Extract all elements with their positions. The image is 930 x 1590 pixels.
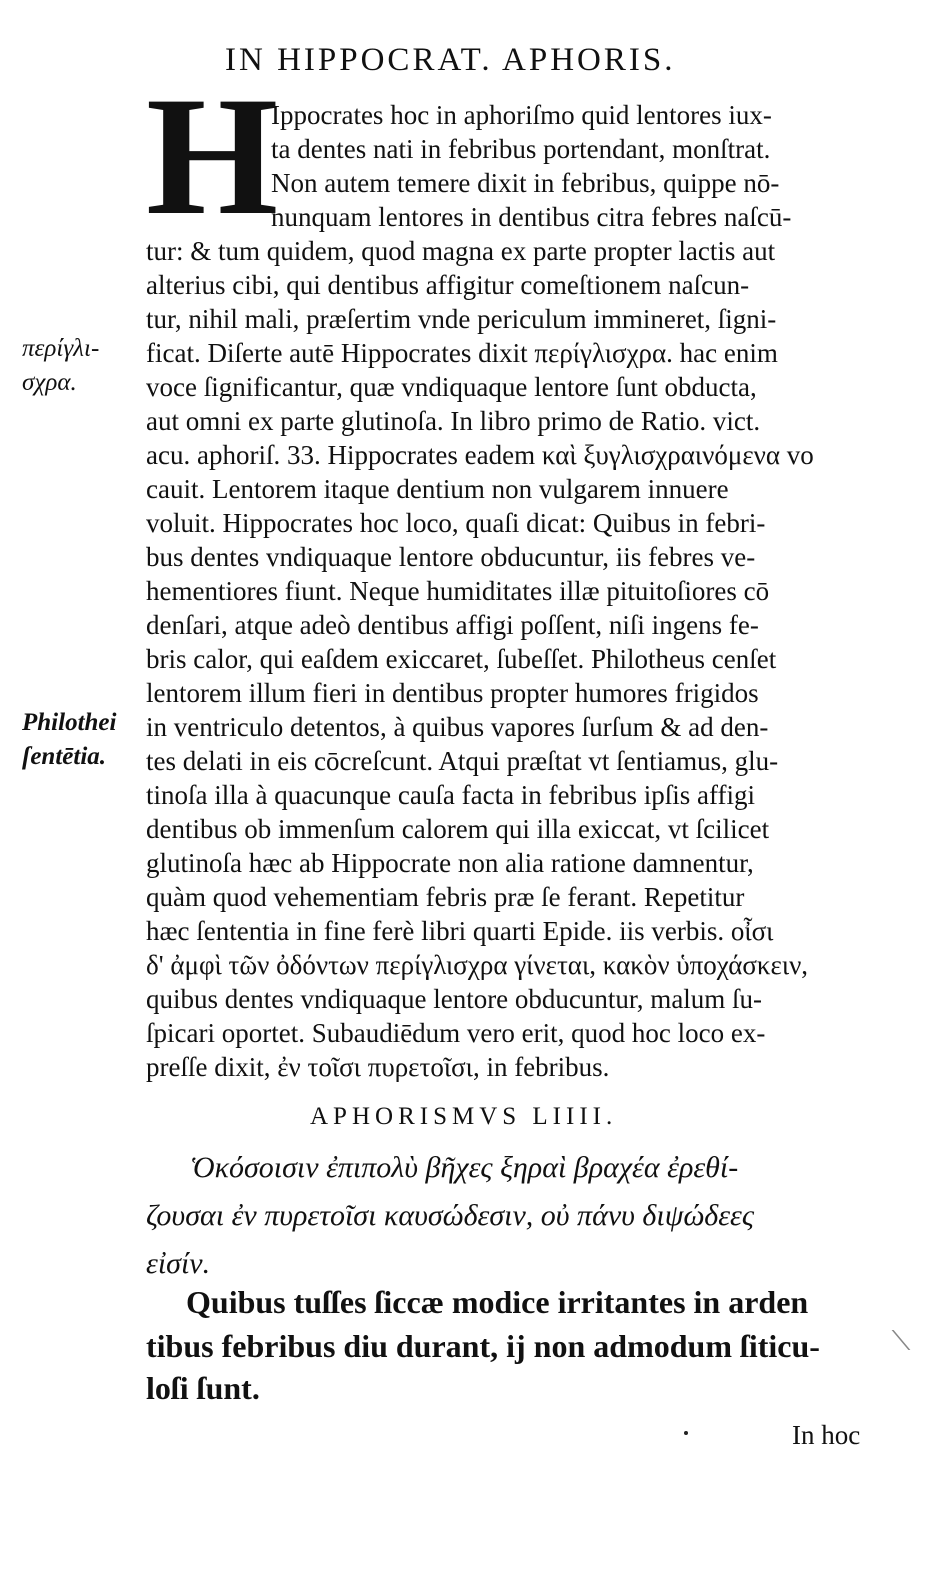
catchword: In hoc [792, 1420, 861, 1450]
commentary-line: Non autem temere dixit in febribus, quippe nō- [271, 168, 780, 198]
commentary-line: voluit. Hippocrates hoc loco, quaſi dicat: Quibus in febri- [146, 508, 766, 538]
commentary-line: ſpicari oportet. Subaudiēdum vero erit, quod hoc loco ex- [146, 1018, 766, 1048]
commentary-line: cauit. Lentorem itaque dentium non vulgarem innuere [146, 474, 729, 504]
aphorism-greek-line: ζουσαι ἐν πυρετοῖσι καυσώδεσιν, οὐ πάνυ διψώδεες [146, 1199, 755, 1232]
aphorism-heading: APHORISMVS LIIII. [310, 1103, 618, 1130]
commentary-line: denſari, atque adeò dentibus affigi poſſent, niſi ingens fe- [146, 610, 759, 640]
commentary-line: aut omni ex parte glutinoſa. In libro primo de Ratio. vict. [146, 406, 761, 436]
commentary-line: nunquam lentores in dentibus citra febres naſcū- [271, 202, 792, 232]
commentary-line: quàm quod vehementiam febris præ ſe ferant. Repetitur [146, 882, 745, 912]
commentary-line: acu. aphoriſ. 33. Hippocrates eadem καὶ ξυγλισχραινόμενα vo [146, 440, 814, 470]
commentary-line: alterius cibi, qui dentibus affigitur comeſtionem naſcun- [146, 270, 750, 300]
aphorism-greek-line: Ὁκόσοισιν ἐπιπολὺ βῆχες ξηραὶ βραχέα ἐρεθί- [190, 1151, 739, 1184]
commentary-line: dentibus ob immenſum calorem qui illa exiccat, vt ſcilicet [146, 814, 770, 844]
aphorism-latin-line: tibus febribus diu durant, ij non admodum ſiticu- [146, 1328, 820, 1364]
commentary-line: in ventriculo detentos, à quibus vapores ſurſum & ad den- [146, 712, 769, 742]
commentary-line: preſſe dixit, ἐν τοῖσι πυρετοῖσι, in febribus. [146, 1052, 610, 1082]
drop-cap: H [146, 62, 275, 250]
commentary-line: bris calor, qui eaſdem exiccaret, ſubeſſet. Philotheus cenſet [146, 644, 777, 674]
commentary-line: lentorem illum fieri in dentibus propter humores frigidos [146, 678, 759, 708]
commentary-line: tur, nihil mali, præſertim vnde periculum immineret, ſigni- [146, 304, 777, 334]
page-edge-mark [892, 1330, 925, 1350]
commentary-line: δ' ἀμφὶ τῶν ὀδόντων περίγλισχρα γίνεται, κακὸν ὑποχάσκειν, [146, 950, 809, 980]
margin-note: ſentētia. [22, 743, 107, 770]
commentary-line: hementiores fiunt. Neque humiditates illæ pituitoſiores cō [146, 576, 770, 606]
commentary-line: hæc ſententia in fine ferè libri quarti Epide. iis verbis. οἶσι [146, 916, 774, 946]
margin-note: σχρα. [22, 369, 77, 396]
commentary-line: bus dentes vndiquaque lentore obducuntur, iis febres ve- [146, 542, 756, 572]
stray-dot [684, 1431, 688, 1435]
running-head: IN HIPPOCRAT. APHORIS. [225, 42, 676, 78]
commentary-line: Ippocrates hoc in aphoriſmo quid lentores iux- [271, 100, 772, 130]
commentary-line: voce ſignificantur, quæ vndiquaque lentore ſunt obducta, [146, 372, 757, 402]
aphorism-latin-line: loſi ſunt. [146, 1370, 260, 1406]
commentary-line: ta dentes nati in febribus portendant, monſtrat. [271, 134, 771, 164]
commentary-line: tinoſa illa à quacunque cauſa facta in febribus ipſis affigi [146, 780, 756, 810]
commentary-line: ficat. Diſerte autē Hippocrates dixit περίγλισχρα. hac enim [146, 338, 778, 368]
commentary-line: tur: & tum quidem, quod magna ex parte propter lactis aut [146, 236, 776, 266]
commentary-line: glutinoſa hæc ab Hippocrate non alia ratione damnentur, [146, 848, 754, 878]
margin-note: περίγλι- [22, 335, 100, 362]
commentary-line: tes delati in eis cōcreſcunt. Atqui præſtat vt ſentiamus, glu- [146, 746, 779, 776]
aphorism-greek-line: εἰσίν. [146, 1247, 211, 1280]
commentary-line: quibus dentes vndiquaque lentore obducuntur, malum ſu- [146, 984, 763, 1014]
aphorism-latin-line: Quibus tuſſes ſiccæ modice irritantes in arden [186, 1284, 809, 1320]
margin-note: Philothei [22, 709, 117, 736]
